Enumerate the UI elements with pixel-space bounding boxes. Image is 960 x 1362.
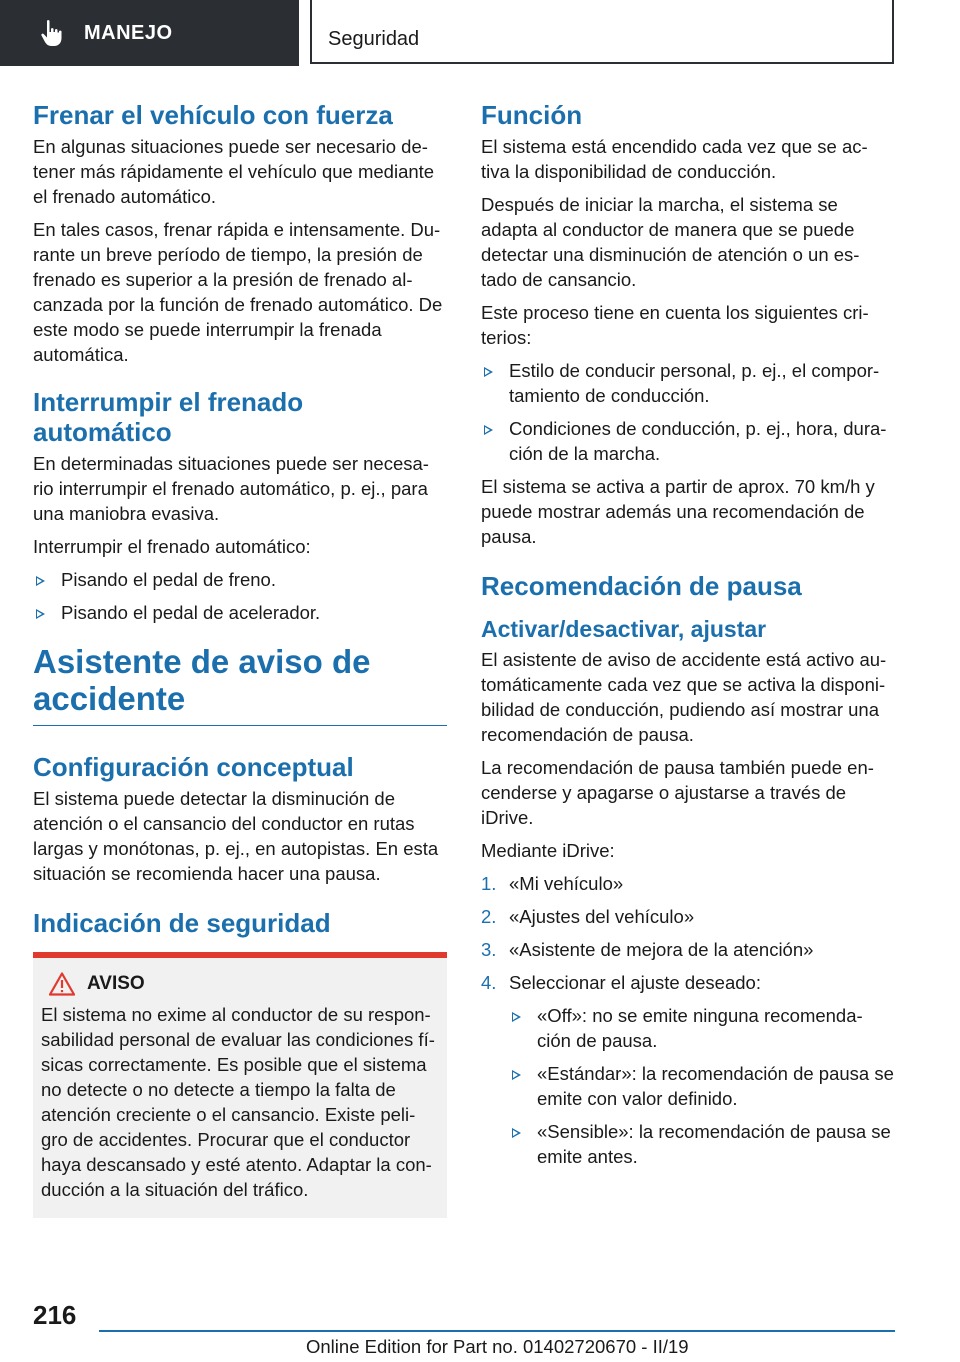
warning-triangle-icon (49, 972, 75, 996)
page-header (0, 0, 960, 66)
chapter-heading (33, 643, 447, 726)
triangle-bullet-icon (512, 1070, 521, 1080)
list-item: Estilo de conducir personal, p. ej., el compor- tamiento de conducción. (481, 358, 895, 408)
heading-frenar-con-fuerza: Frenar el vehículo con fuerza (33, 100, 393, 130)
paragraph: Este proceso tiene en cuenta los siguientes cri- terios: (481, 302, 869, 348)
paragraph: En tales casos, frenar rápida e intensamente. Du- rante un breve período de tiempo, la presión de frenado es superior a la presión de frenado al- canzada por la función de frenado automático. De este modo se puede interrumpir la frenada automática. (33, 219, 443, 365)
list-item: «Sensible»: la recomendación de pausa se emite antes. (509, 1119, 895, 1169)
paragraph: En algunas situaciones puede ser necesario de- tener más rápidamente el vehículo que mediante el frenado automático. (33, 136, 435, 207)
heading-recomendacion-pausa: Recomendación de pausa (481, 571, 802, 601)
triangle-bullet-icon (512, 1128, 521, 1138)
step-number: 3. (481, 939, 497, 960)
triangle-bullet-icon (484, 367, 493, 377)
list-item: Condiciones de conducción, p. ej., hora, dura- ción de la marcha. (481, 416, 895, 466)
step-item: 1. «Mi vehículo» (481, 873, 624, 894)
page-number: 216 (33, 1300, 77, 1330)
sub-bullet-list (509, 1003, 895, 1169)
paragraph: Después de iniciar la marcha, el sistema se adapta al conductor de manera que se puede detectar una disminución de atención o un es- tado de cansancio. (481, 194, 860, 290)
paragraph: La recomendación de pausa también puede en- cenderse y apagarse o ajustarse a través de iDrive. (481, 757, 874, 828)
heading-funcion: Función (481, 100, 583, 130)
warning-box (33, 952, 447, 1218)
warning-title (41, 972, 435, 996)
paragraph: El sistema se activa a partir de aprox. 70 km/h y puede mostrar además una recomendación de pausa. (481, 476, 875, 547)
paragraph: Mediante iDrive: (481, 840, 615, 861)
heading-activar-desactivar: Activar/desactivar, ajustar (481, 616, 767, 642)
list-item: Pisando el pedal de freno. (33, 567, 447, 592)
bullet-list (33, 567, 447, 625)
triangle-bullet-icon (484, 425, 493, 435)
list-item: «Estándar»: la recomendación de pausa se emite con valor definido. (509, 1061, 895, 1111)
heading-indicacion-seguridad: Indicación de seguridad (33, 908, 331, 938)
triangle-bullet-icon (36, 576, 45, 586)
paragraph: Interrumpir el frenado automático: (33, 536, 311, 557)
list-item: Pisando el pedal de acelerador. (33, 600, 447, 625)
footer-divider (99, 1330, 895, 1332)
paragraph: El sistema está encendido cada vez que se ac- tiva la disponibilidad de conducción. (481, 136, 868, 182)
triangle-bullet-icon (36, 609, 45, 619)
section-title-box (310, 0, 894, 64)
step-item: 4. Seleccionar el ajuste deseado: «Off»: no se emite ninguna recomenda- ción de pausa. «Estándar»: la recomendación de pausa se emite con valor definido. «Sensible»: la recomendación de pausa se emite antes. (481, 972, 894, 1167)
paragraph: En determinadas situaciones puede ser necesa- rio interrumpir el frenado automático, p. ej., para una maniobra evasiva. (33, 453, 429, 524)
bullet-list (481, 358, 895, 466)
heading-interrumpir-frenado: Interrumpir el frenado automático (33, 387, 304, 447)
heading-configuracion: Configuración conceptual (33, 752, 354, 782)
section-title: Seguridad (328, 28, 420, 50)
step-item: 2. «Ajustes del vehículo» (481, 906, 695, 927)
section-tab-label: MANEJO (84, 21, 173, 44)
hand-pointer-icon (40, 19, 66, 47)
left-column (33, 100, 447, 1218)
paragraph: El sistema puede detectar la disminución de atención o el cansancio del conductor en rutas largas y monótonas, p. ej., en autopistas. En esta situación se recomienda hacer una pausa. (33, 788, 439, 884)
paragraph: El asistente de aviso de accidente está activo au- tomáticamente cada vez que se activa la disponi- bilidad de conducción, pudiendo así mostrar una recomendación de pausa. (481, 649, 887, 745)
step-list (481, 871, 895, 1169)
right-column (481, 100, 895, 1177)
triangle-bullet-icon (512, 1012, 521, 1022)
warning-text: El sistema no exime al conductor de su respon- sabilidad personal de evaluar las condiciones fí- sicas correctamente. Es posible que el sistema no detecte o no detecte a tiempo la falta de atención creciente o el cansancio. Existe peli- gro de accidentes. Procurar que el conductor haya descansado y esté atento. Adaptar la con- ducción a la situación del tráfico. (41, 1004, 435, 1200)
step-item: 3. «Asistente de mejora de la atención» (481, 939, 814, 960)
section-tab (0, 0, 299, 66)
warning-label: AVISO (87, 973, 145, 994)
chapter-title: Asistente de aviso de accidente (33, 643, 371, 717)
step-number: 4. (481, 972, 497, 993)
list-item: «Off»: no se emite ninguna recomenda- ción de pausa. (509, 1003, 895, 1053)
step-number: 1. (481, 873, 497, 894)
step-number: 2. (481, 906, 497, 927)
footer-edition: Online Edition for Part no. 01402720670 - II/19 (306, 1336, 689, 1357)
